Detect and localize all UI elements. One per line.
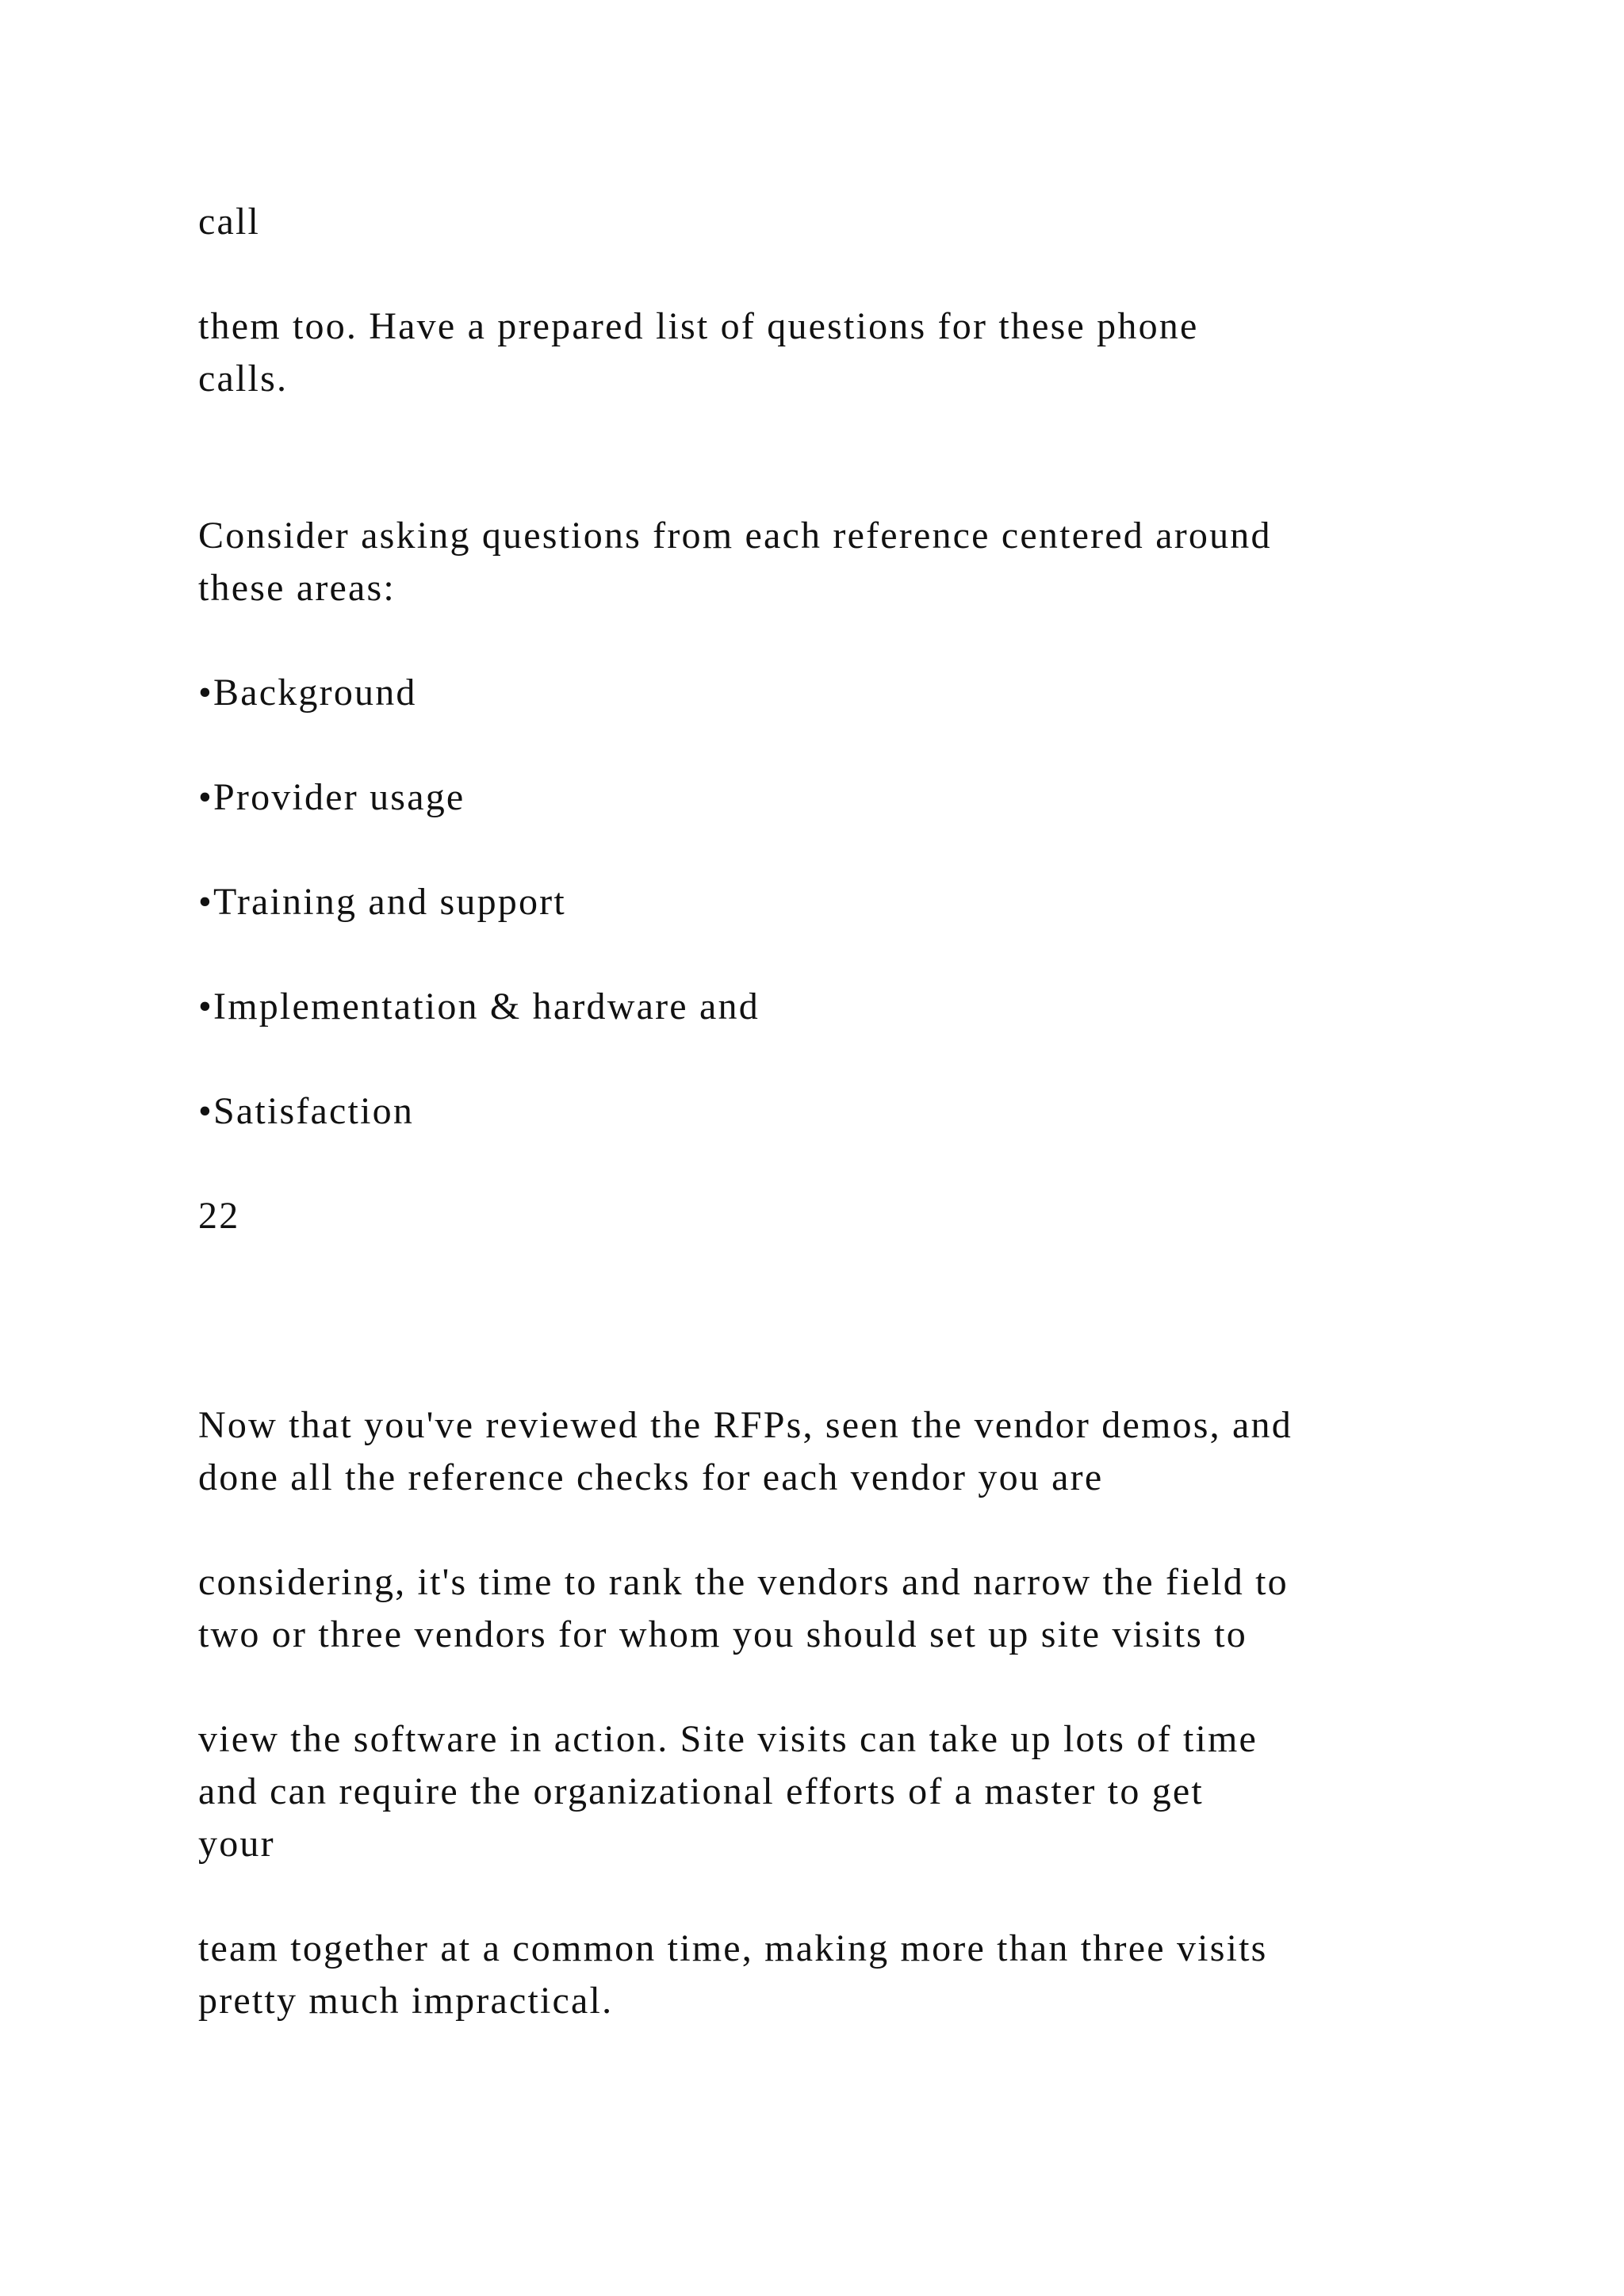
text-line: them too. Have a prepared list of questions for these phone bbox=[198, 305, 1199, 347]
text-line: Consider asking questions from each reference centered around bbox=[198, 515, 1272, 557]
list-item: •Training and support bbox=[198, 881, 566, 923]
text-line: view the software in action. Site visits can take up lots of time bbox=[198, 1718, 1258, 1760]
text-line: pretty much impractical. bbox=[198, 1980, 614, 2022]
text-line: two or three vendors for whom you should set up site visits to bbox=[198, 1613, 1247, 1655]
page-number: 22 bbox=[198, 1195, 240, 1237]
text-line: call bbox=[198, 201, 261, 243]
text-line: calls. bbox=[198, 358, 289, 400]
list-item: •Implementation & hardware and bbox=[198, 985, 760, 1027]
text-line: done all the reference checks for each vendor you are bbox=[198, 1456, 1104, 1498]
text-line: these areas: bbox=[198, 567, 396, 609]
list-item: •Satisfaction bbox=[198, 1090, 415, 1132]
text-line: and can require the organizational efforts of a master to get bbox=[198, 1770, 1204, 1812]
list-item: •Background bbox=[198, 672, 417, 714]
text-line: team together at a common time, making more than three visits bbox=[198, 1927, 1268, 1969]
text-line: your bbox=[198, 1823, 275, 1865]
text-line: Now that you've reviewed the RFPs, seen the vendor demos, and bbox=[198, 1404, 1293, 1446]
list-item: •Provider usage bbox=[198, 776, 465, 818]
text-line: considering, it's time to rank the vendors and narrow the field to bbox=[198, 1561, 1289, 1603]
